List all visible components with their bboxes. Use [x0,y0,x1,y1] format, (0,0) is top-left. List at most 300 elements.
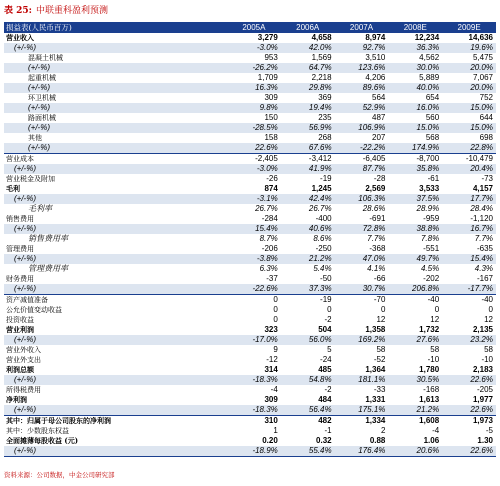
cell-value: 9.8% [227,103,281,113]
cell-value: 1,331 [365,395,386,404]
cell-value: 1,245 [311,184,332,193]
cell-value: 207 [372,133,386,142]
table-row [4,446,496,457]
table-row [4,264,496,274]
cell-value: 26.7% [255,204,278,213]
table-row [4,53,496,63]
cell-value: -18.3% [227,405,281,416]
cell-value: 20.6% [388,446,442,457]
cell-value: 15.4% [442,254,496,264]
cell-value: -206 [261,244,278,253]
cell-value: 20.0% [442,83,496,93]
header-year: 2006A [281,22,335,33]
row-label: 其中：少数股东权益 [6,427,69,435]
cell-value: 26.7% [308,204,332,213]
cell-value: 22.6% [442,375,496,385]
cell-value: 30.5% [388,375,442,385]
cell-value: 1,732 [419,325,440,334]
row-label: 管理费用 [6,245,34,253]
cell-value: 8.6% [313,234,332,243]
cell-value: 0.88 [369,436,386,445]
row-label: 净利润 [6,395,27,404]
header-year: 2005A [227,22,281,33]
cell-value: 2,183 [472,365,493,374]
row-label: (+/-%) [4,123,227,133]
row-label: 营业利润 [6,325,34,334]
table-row [4,204,496,214]
cell-value: 12 [430,315,440,324]
row-label: 所得税费用 [6,386,41,394]
cell-value: 20.0% [442,63,496,73]
table-row [4,325,496,335]
row-label: (+/-%) [4,405,227,416]
cell-value: -1 [324,426,332,435]
cell-value: 654 [425,93,440,102]
table-row [4,113,496,123]
cell-value: 37.5% [388,194,442,204]
cell-value: 29.8% [281,83,335,93]
cell-value: -73 [481,174,493,183]
row-label: 环卫机械 [28,94,56,102]
cell-value: 0 [273,305,278,314]
row-label: 路面机械 [28,114,56,122]
cell-value: 2,569 [365,184,386,193]
cell-value: 64.7% [281,63,335,73]
cell-value: -61 [427,174,440,183]
cell-value: -40 [481,295,493,304]
cell-value: -26.2% [227,63,281,73]
cell-value: 1.30 [477,436,493,445]
row-label: 资产减值准备 [6,296,48,304]
cell-value: -10,479 [465,154,493,163]
row-label: 管理费用率 [28,264,68,273]
cell-value: 7.7% [367,234,386,243]
table-row [4,244,496,254]
cell-value: -26 [266,174,278,183]
cell-value: 158 [264,133,278,142]
cell-value: 27.6% [388,335,442,345]
table-row [4,395,496,405]
cell-value: 309 [264,395,278,404]
table-row [4,315,496,325]
cell-value: 1,709 [257,73,278,82]
cell-value: 7,067 [472,73,493,82]
cell-value: 4.5% [420,264,440,273]
row-label: 营业外收入 [6,346,41,354]
cell-value: 1,569 [311,53,332,62]
cell-value: 698 [479,133,493,142]
cell-value: 19.4% [281,103,335,113]
cell-value: -635 [476,244,493,253]
cell-value: -24 [320,355,332,364]
cell-value: 28.6% [362,204,386,213]
source-note: 资料来源：公司数据，中金公司研究部 [4,471,115,479]
row-label: (+/-%) [4,43,227,53]
cell-value: 106.9% [335,123,389,133]
header-year: 2007A [335,22,389,33]
row-label: (+/-%) [4,164,227,174]
cell-value: 487 [372,113,386,122]
row-label: (+/-%) [4,83,227,93]
cell-value: 106.3% [335,194,389,204]
cell-value: 0.32 [316,436,332,445]
cell-value: 0 [273,315,278,324]
cell-value: 89.6% [335,83,389,93]
row-label: (+/-%) [4,63,227,73]
cell-value: -50 [320,274,332,283]
cell-value: 58 [430,345,440,354]
cell-value: 369 [318,93,332,102]
cell-value: 169.2% [335,335,389,345]
cell-value: -40 [427,295,440,304]
table-row [4,284,496,295]
cell-value: 1,358 [365,325,386,334]
table-row [4,234,496,244]
cell-value: -551 [423,244,440,253]
cell-value: 72.8% [335,224,389,234]
cell-value: -19 [320,174,332,183]
cell-value: 485 [318,365,332,374]
cell-value: 482 [318,416,332,425]
cell-value: 15.4% [227,224,281,234]
cell-value: 181.1% [335,375,389,385]
cell-value: 176.4% [335,446,389,457]
cell-value: 7.7% [474,234,493,243]
header-year: 2009E [442,22,496,33]
cell-value: 15.0% [442,103,496,113]
cell-value: 67.6% [281,143,335,154]
cell-value: -10 [481,355,493,364]
cell-value: -959 [423,214,440,223]
cell-value: 1 [273,426,278,435]
cell-value: 15.0% [442,123,496,133]
header-year: 2008E [388,22,442,33]
table-number: 表 25: [4,6,32,16]
cell-value: 42.0% [281,43,335,53]
cell-value: 0.20 [262,436,278,445]
cell-value: 1,780 [419,365,440,374]
cell-value: 3,279 [257,33,278,42]
cell-value: -66 [373,274,386,283]
row-label: 全面摊薄每股收益 (元) [6,436,79,445]
cell-value: 30.7% [335,284,389,295]
cell-value: -18.9% [227,446,281,457]
row-label: 毛利率 [28,204,52,213]
cell-value: 1.06 [423,436,440,445]
cell-value: -4 [432,426,440,435]
row-label: (+/-%) [4,335,227,345]
table-title [4,3,108,16]
cell-value: 16.0% [388,103,442,113]
table-row [4,375,496,385]
cell-value: 36.3% [388,43,442,53]
cell-value: 4,206 [365,73,386,82]
table-row [4,355,496,365]
cell-value: 560 [425,113,440,122]
cell-value: -12 [266,355,278,364]
cell-value: -5 [485,426,493,435]
cell-value: 150 [264,113,278,122]
cell-value: -18.3% [227,375,281,385]
cell-value: 21.2% [281,254,335,264]
cell-value: 16.7% [442,224,496,234]
cell-value: 92.7% [335,43,389,53]
cell-value: 19.6% [442,43,496,53]
cell-value: -3.8% [227,254,281,264]
cell-value: 56.0% [281,335,335,345]
table-row [4,133,496,143]
table-row [4,154,496,165]
cell-value: 15.0% [388,123,442,133]
row-label: 起重机械 [28,74,56,82]
table-body [4,33,496,457]
cell-value: -28 [373,174,386,183]
cell-value: 54.8% [281,375,335,385]
cell-value: 22.6% [227,143,281,154]
cell-value: 56.9% [281,123,335,133]
cell-value: 0 [327,305,332,314]
cell-value: 5,475 [472,53,493,62]
cell-value: -3.1% [227,194,281,204]
cell-value: 7.8% [420,234,440,243]
table-header-row [4,22,496,33]
row-label: (+/-%) [4,254,227,264]
table-row [4,345,496,355]
cell-value: 9 [273,345,278,354]
cell-value: -168 [423,385,440,394]
row-label: 投资收益 [6,316,34,324]
cell-value: 1,973 [472,416,493,425]
cell-value: 28.9% [416,204,440,213]
cell-value: 38.8% [388,224,442,234]
cell-value: 49.7% [388,254,442,264]
cell-value: -3.0% [227,43,281,53]
table-row [4,194,496,204]
cell-value: -691 [369,214,386,223]
cell-value: 4.1% [367,264,386,273]
table-row [4,123,496,133]
cell-value: 268 [318,133,332,142]
table-row [4,254,496,264]
table-row [4,335,496,345]
cell-value: -10 [427,355,440,364]
cell-value: -205 [476,385,493,394]
cell-value: 21.2% [388,405,442,416]
cell-value: 22.8% [442,143,496,154]
cell-value: 14,636 [468,33,493,42]
cell-value: 1,608 [419,416,440,425]
cell-value: 235 [318,113,332,122]
cell-value: -284 [261,214,278,223]
cell-value: -400 [315,214,332,223]
cell-value: -6,405 [362,154,386,163]
cell-value: 56.4% [281,405,335,416]
row-label: (+/-%) [4,194,227,204]
row-label: 销售费用率 [28,234,68,243]
table-row [4,43,496,53]
cell-value: 28.4% [470,204,493,213]
cell-value: 41.9% [281,164,335,174]
cell-value: 8,974 [365,33,386,42]
table-row [4,143,496,154]
cell-value: 2 [380,426,386,435]
cell-value: 1,334 [365,416,386,425]
table-title-text: 中联重科盈利预测 [35,6,108,16]
row-label: 其中：归属于母公司股东的净利润 [6,416,111,425]
cell-value: 2,135 [472,325,493,334]
table-row [4,174,496,184]
cell-value: -8,700 [416,154,440,163]
table-row [4,214,496,224]
cell-value: 12 [484,315,493,324]
table-row [4,63,496,73]
table-row [4,365,496,375]
cell-value: 314 [264,365,278,374]
cell-value: 0 [273,295,278,304]
cell-value: 30.0% [388,63,442,73]
cell-value: 37.3% [281,284,335,295]
cell-value: 16.3% [227,83,281,93]
row-label: 销售费用 [6,215,34,223]
cell-value: 206.8% [388,284,442,295]
cell-value: 310 [264,416,278,425]
cell-value: 4,562 [419,53,440,62]
cell-value: 23.2% [442,335,496,345]
cell-value: 58 [376,345,386,354]
cell-value: 123.6% [335,63,389,73]
cell-value: 564 [372,93,386,102]
income-statement-table [4,22,496,457]
cell-value: 644 [479,113,493,122]
cell-value: 35.8% [388,164,442,174]
cell-value: -2 [324,385,332,394]
row-label: (+/-%) [4,224,227,234]
cell-value: -250 [315,244,332,253]
cell-value: 20.4% [442,164,496,174]
cell-value: 0 [380,305,386,314]
cell-value: 2,218 [311,73,332,82]
cell-value: -2,405 [255,154,278,163]
cell-value: -22.6% [227,284,281,295]
row-label: 营业税金及附加 [6,175,55,183]
cell-value: 42.4% [281,194,335,204]
row-label: (+/-%) [4,284,227,295]
cell-value: -2 [324,315,332,324]
cell-value: -28.5% [227,123,281,133]
cell-value: 5,889 [419,73,440,82]
cell-value: -4 [270,385,278,394]
table-row [4,93,496,103]
cell-value: 0 [488,305,493,314]
row-label: 利润总额 [6,365,34,374]
cell-value: 40.0% [388,83,442,93]
cell-value: 874 [264,184,278,193]
row-label: 其他 [28,134,42,142]
cell-value: 323 [264,325,278,334]
table-row [4,416,496,427]
table-row [4,295,496,306]
cell-value: 87.7% [335,164,389,174]
row-label: (+/-%) [4,446,227,457]
table-row [4,103,496,113]
table-row [4,83,496,93]
cell-value: -17.7% [442,284,496,295]
cell-value: 47.0% [335,254,389,264]
cell-value: -52 [373,355,386,364]
cell-value: -202 [423,274,440,283]
table-row [4,405,496,416]
table-row [4,305,496,315]
cell-value: -17.0% [227,335,281,345]
cell-value: 484 [318,395,332,404]
cell-value: 309 [264,93,278,102]
row-label: 财务费用 [6,275,34,283]
cell-value: 40.6% [281,224,335,234]
row-label: 公允价值变动收益 [6,306,62,314]
row-label: 营业外支出 [6,356,41,364]
row-label: 营业收入 [6,33,34,42]
table-row [4,436,496,446]
cell-value: 12 [376,315,386,324]
cell-value: -3.0% [227,164,281,174]
table-row [4,33,496,43]
cell-value: -37 [266,274,278,283]
cell-value: 6.3% [259,264,278,273]
cell-value: -368 [369,244,386,253]
cell-value: 4,157 [472,184,493,193]
cell-value: 504 [318,325,332,334]
cell-value: 1,613 [419,395,440,404]
cell-value: -1,120 [470,214,493,223]
cell-value: 8.7% [259,234,278,243]
cell-value: 175.1% [335,405,389,416]
table-row [4,274,496,284]
cell-value: 4,658 [311,33,332,42]
cell-value: -22.2% [335,143,389,154]
cell-value: 17.7% [442,194,496,204]
cell-value: -167 [476,274,493,283]
row-label: (+/-%) [4,375,227,385]
cell-value: 0 [434,305,440,314]
cell-value: 52.9% [335,103,389,113]
cell-value: 55.4% [281,446,335,457]
cell-value: 4.3% [474,264,493,273]
row-label: 混凝土机械 [28,54,63,62]
cell-value: -19 [320,295,332,304]
cell-value: 752 [479,93,493,102]
table-row [4,426,496,436]
table-row [4,184,496,194]
cell-value: 58 [484,345,493,354]
cell-value: 5 [327,345,332,354]
cell-value: 5.4% [313,264,332,273]
table-row [4,73,496,83]
cell-value: 953 [264,53,278,62]
table-row [4,224,496,234]
cell-value: 3,533 [419,184,440,193]
row-label: 营业成本 [6,155,34,163]
cell-value: 1,364 [365,365,386,374]
table-row [4,164,496,174]
cell-value: 174.9% [388,143,442,154]
table-row [4,385,496,395]
cell-value: 22.6% [442,405,496,416]
cell-value: 568 [425,133,440,142]
cell-value: 12,234 [414,33,440,42]
cell-value: -70 [373,295,386,304]
cell-value: 22.6% [442,446,496,457]
row-label: (+/-%) [4,143,227,154]
